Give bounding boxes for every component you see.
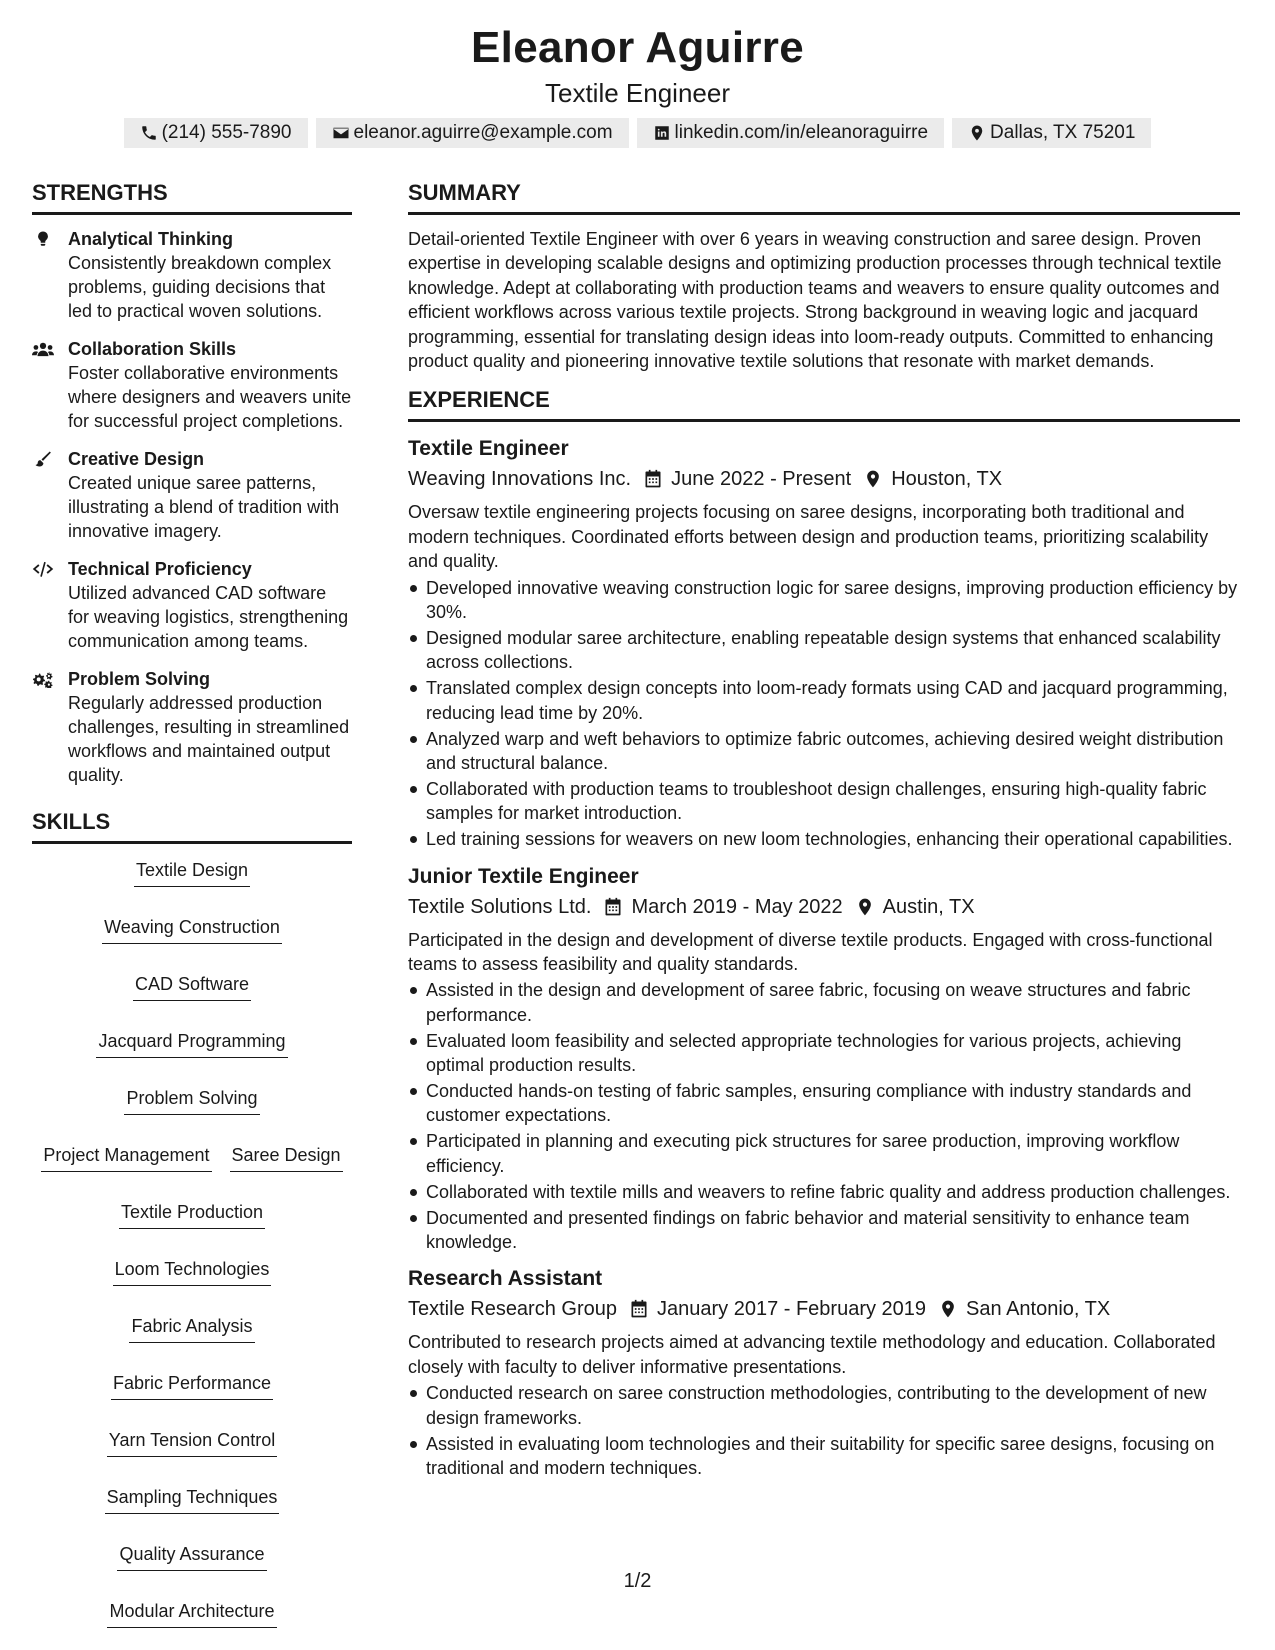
strength-item	[32, 337, 352, 433]
job-meta	[408, 464, 1240, 494]
bullet-item: Evaluated loom feasibility and selected appropriate technologies for various projects, achieving optimal production results.	[408, 1029, 1240, 1078]
lightbulb-icon	[32, 230, 54, 248]
contact-location-text: Dallas, TX 75201	[990, 122, 1136, 143]
bullet-item: Conducted hands-on testing of fabric samples, ensuring compliance with industry standards and customer expectations.	[408, 1079, 1240, 1128]
contact-bar	[0, 118, 1275, 148]
contact-linkedin[interactable]	[637, 118, 944, 148]
bullet-item: Designed modular saree architecture, enabling repeatable design systems that enhanced scalability across collections.	[408, 626, 1240, 675]
skills-list	[32, 858, 352, 1628]
skill-tag: Sampling Techniques	[105, 1485, 280, 1514]
experience-heading: EXPERIENCE	[408, 385, 1240, 422]
strength-desc: Foster collaborative environments where designers and weavers unite for successful project completions.	[68, 363, 352, 431]
job-dates: March 2019 - May 2022	[631, 895, 843, 918]
strength-item	[32, 227, 352, 323]
calendar-icon	[643, 469, 663, 489]
contact-linkedin-text: linkedin.com/in/eleanoraguirre	[674, 122, 929, 143]
skill-tag: Fabric Analysis	[129, 1314, 254, 1343]
envelope-icon	[332, 124, 350, 142]
map-pin-icon	[863, 469, 883, 489]
right-column	[408, 178, 1240, 1490]
strength-item	[32, 447, 352, 543]
job-company: Weaving Innovations Inc.	[408, 468, 632, 491]
strength-title: Technical Proficiency	[68, 559, 252, 579]
job-company: Textile Solutions Ltd.	[408, 895, 592, 918]
skill-tag: Problem Solving	[124, 1086, 259, 1115]
job-description: Contributed to research projects aimed at advancing textile methodology and education. Collaborated closely with faculty to deliver informative presentations.	[408, 1332, 1216, 1377]
job-title: Junior Textile Engineer	[408, 864, 639, 888]
job-meta	[408, 892, 1240, 922]
contact-location	[952, 118, 1151, 148]
code-icon	[32, 560, 54, 578]
skills-heading: SKILLS	[32, 807, 352, 844]
skill-tag: Modular Architecture	[107, 1599, 276, 1628]
bullet-item: Assisted in evaluating loom technologies and their suitability for specific saree designs, focusing on traditional and modern techniques.	[408, 1432, 1240, 1481]
bullet-item: Collaborated with production teams to troubleshoot design challenges, ensuring high-quality fabric samples for market introduction.	[408, 777, 1240, 826]
bullet-item: Collaborated with textile mills and weavers to refine fabric quality and address production challenges.	[408, 1180, 1240, 1204]
bullet-item: Assisted in the design and development of saree fabric, focusing on weave structures and fabric performance.	[408, 978, 1240, 1027]
strength-title: Analytical Thinking	[68, 229, 234, 249]
job-entry	[408, 1264, 1240, 1480]
job-company: Textile Research Group	[408, 1298, 617, 1321]
phone-icon	[140, 124, 158, 142]
skill-tag: Yarn Tension Control	[107, 1428, 277, 1457]
skill-tag: Saree Design	[230, 1143, 343, 1172]
bullet-item: Participated in planning and executing pick structures for saree production, improving workflow efficiency.	[408, 1129, 1240, 1178]
resume-header	[0, 22, 1275, 148]
contact-phone[interactable]	[124, 118, 308, 148]
strength-title: Creative Design	[68, 449, 205, 469]
bullet-item: Documented and presented findings on fabric behavior and material sensitivity to enhance team knowledge.	[408, 1206, 1240, 1255]
bullet-item: Translated complex design concepts into loom-ready formats using CAD and jacquard programming, reducing lead time by 20%.	[408, 676, 1240, 725]
job-dates: June 2022 - Present	[671, 468, 852, 491]
users-icon	[32, 340, 54, 358]
strength-desc: Created unique saree patterns, illustrating a blend of tradition with innovative imagery.	[68, 473, 340, 541]
job-entry	[408, 862, 1240, 1255]
job-bullets	[408, 1381, 1240, 1480]
bullet-item: Conducted research on saree construction methodologies, contributing to the development of new design frameworks.	[408, 1381, 1240, 1430]
skill-tag: Textile Production	[119, 1200, 265, 1229]
paintbrush-icon	[32, 450, 54, 468]
calendar-icon	[603, 897, 623, 917]
job-title: Research Assistant	[408, 1267, 603, 1291]
left-column	[32, 178, 352, 1628]
job-location: Houston, TX	[891, 468, 1003, 491]
strength-desc: Consistently breakdown complex problems, guiding decisions that led to practical woven solutions.	[68, 253, 332, 321]
calendar-icon	[629, 1299, 649, 1319]
strength-title: Problem Solving	[68, 669, 211, 689]
candidate-name: Eleanor Aguirre	[471, 23, 804, 72]
strength-desc: Regularly addressed production challenges, resulting in streamlined workflows and maintained output quality.	[68, 693, 350, 785]
job-description: Oversaw textile engineering projects focusing on saree designs, incorporating both traditional and modern techniques. Coordinated efforts between design and production teams, prioritizing scalability and quality.	[408, 502, 1209, 572]
job-description: Participated in the design and development of diverse textile products. Engaged with cross-functional teams to assess feasibility and quality standards.	[408, 929, 1213, 975]
job-title: Textile Engineer	[408, 437, 569, 461]
skill-tag: Textile Design	[134, 858, 250, 887]
summary-text: Detail-oriented Textile Engineer with over 6 years in weaving construction and saree design. Proven expertise in developing scalable designs and optimizing production processes through technical textile knowledge. Adept at collaborating with production teams and weavers to ensure quality outcomes and efficient workflows across various textile projects. Strong background in weaving logic and jacquard programming, essential for translating design ideas into loom-ready outputs. Committed to enhancing product quality and pioneering innovative textile solutions that resonate with market demands.	[408, 229, 1222, 372]
candidate-title: Textile Engineer	[545, 78, 730, 108]
summary-heading: SUMMARY	[408, 178, 1240, 215]
bullet-item: Led training sessions for weavers on new loom technologies, enhancing their operational capabilities.	[408, 827, 1240, 851]
skill-tag: Project Management	[41, 1143, 211, 1172]
map-pin-icon	[938, 1299, 958, 1319]
skill-tag: Fabric Performance	[111, 1371, 273, 1400]
strength-desc: Utilized advanced CAD software for weaving logistics, strengthening communication among teams.	[68, 583, 349, 651]
skill-tag: Jacquard Programming	[96, 1029, 287, 1058]
strength-item	[32, 667, 352, 787]
bullet-item: Analyzed warp and weft behaviors to optimize fabric outcomes, achieving desired weight distribution and structural balance.	[408, 727, 1240, 776]
skill-tag: CAD Software	[133, 972, 251, 1001]
skill-tag: Loom Technologies	[113, 1257, 272, 1286]
bullet-item: Developed innovative weaving construction logic for saree designs, improving production efficiency by 30%.	[408, 576, 1240, 625]
job-location: Austin, TX	[882, 895, 975, 918]
page-number: 1/2	[623, 1570, 652, 1592]
linkedin-icon	[653, 124, 671, 142]
contact-phone-text: (214) 555-7890	[161, 122, 292, 143]
strength-item	[32, 557, 352, 653]
skill-tag: Weaving Construction	[102, 915, 282, 944]
job-dates: January 2017 - February 2019	[656, 1298, 927, 1321]
strength-title: Collaboration Skills	[68, 339, 237, 359]
map-pin-icon	[855, 897, 875, 917]
gears-icon	[32, 670, 54, 688]
strengths-heading: STRENGTHS	[32, 178, 352, 215]
job-bullets	[408, 978, 1240, 1254]
skill-tag: Quality Assurance	[117, 1542, 266, 1571]
map-pin-icon	[968, 124, 986, 142]
job-bullets	[408, 576, 1240, 852]
contact-email-text: eleanor.aguirre@example.com	[353, 122, 613, 143]
contact-email[interactable]	[316, 118, 629, 148]
job-entry	[408, 434, 1240, 851]
job-location: San Antonio, TX	[966, 1298, 1111, 1321]
job-meta	[408, 1294, 1240, 1324]
